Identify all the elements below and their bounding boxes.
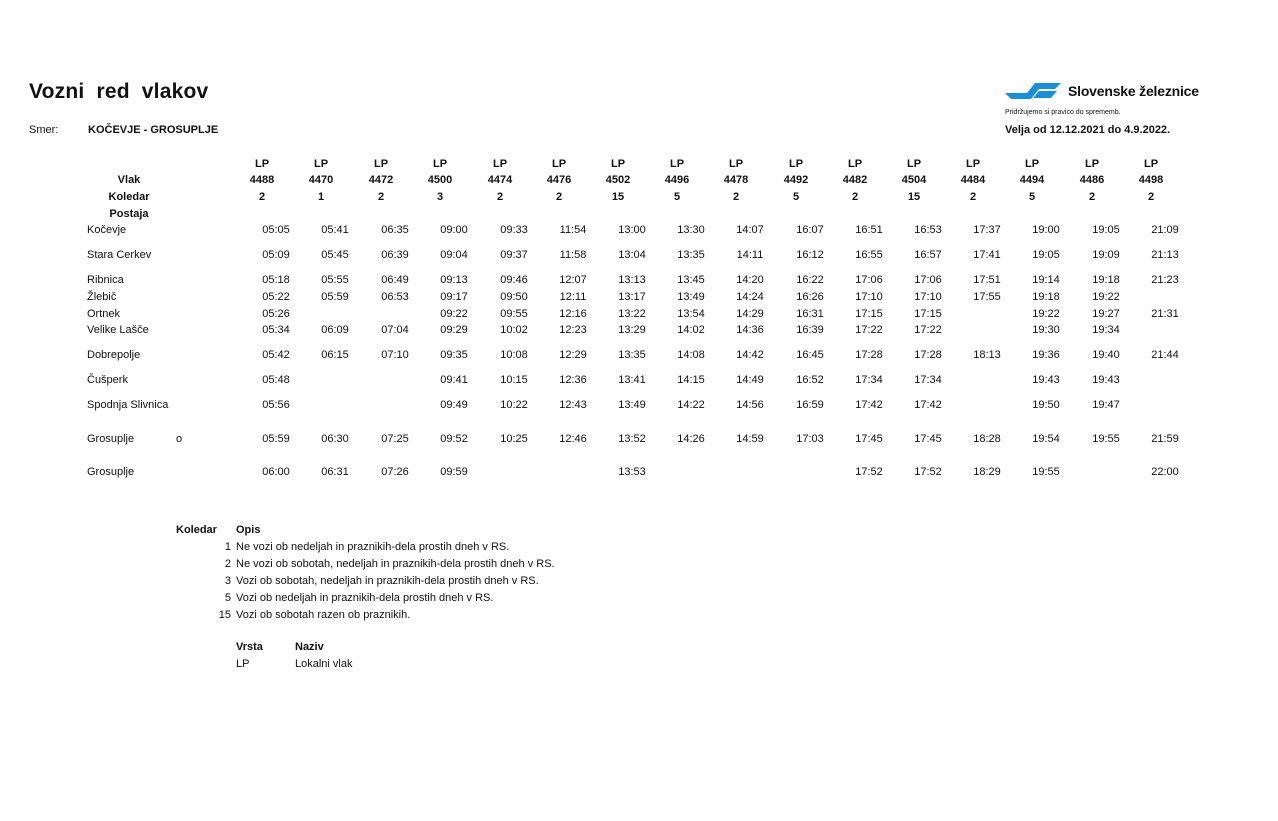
legend-code: 5 <box>224 592 231 604</box>
train-calendar: 2 <box>851 191 859 203</box>
time-cell: 19:50 <box>1032 399 1060 411</box>
time-cell: 12:29 <box>559 349 587 361</box>
time-cell: 10:25 <box>500 433 528 445</box>
legend-code: 2 <box>224 558 231 570</box>
time-cell: 12:46 <box>559 433 587 445</box>
time-cell: 19:22 <box>1032 308 1060 320</box>
time-cell: 13:49 <box>677 291 705 303</box>
train-calendar: 2 <box>1147 191 1155 203</box>
direction-label: Smer: <box>29 124 59 136</box>
station-name: Velike Lašče <box>87 324 149 336</box>
time-cell: 05:18 <box>262 274 290 286</box>
time-cell: 09:04 <box>440 249 468 261</box>
time-cell: 07:10 <box>381 349 409 361</box>
time-cell: 22:00 <box>1151 466 1179 478</box>
time-cell: 16:55 <box>855 249 883 261</box>
train-number: 4492 <box>783 174 809 186</box>
time-cell: 19:40 <box>1092 349 1120 361</box>
train-type: LP <box>906 158 922 170</box>
legend-naziv-header: Naziv <box>295 641 324 653</box>
time-cell: 16:22 <box>796 274 824 286</box>
train-calendar: 2 <box>732 191 740 203</box>
time-cell: 12:11 <box>559 291 587 303</box>
train-calendar: 1 <box>317 191 325 203</box>
time-cell: 05:09 <box>262 249 290 261</box>
time-cell: 05:22 <box>262 291 290 303</box>
time-cell: 09:37 <box>500 249 528 261</box>
time-cell: 17:15 <box>914 308 942 320</box>
time-cell: 21:09 <box>1151 224 1179 236</box>
legend-code: 3 <box>224 575 231 587</box>
row-label-postaja: Postaja <box>109 208 149 220</box>
time-cell: 16:52 <box>796 374 824 386</box>
row-label-koledar: Koledar <box>108 191 150 203</box>
train-calendar: 2 <box>555 191 563 203</box>
time-cell: 14:22 <box>677 399 705 411</box>
time-cell: 12:43 <box>559 399 587 411</box>
train-calendar: 5 <box>792 191 800 203</box>
time-cell: 05:56 <box>262 399 290 411</box>
time-cell: 19:09 <box>1092 249 1120 261</box>
station-name: Stara Cerkev <box>87 249 152 261</box>
time-cell: 17:52 <box>914 466 942 478</box>
time-cell: 09:13 <box>440 274 468 286</box>
time-cell: 17:42 <box>855 399 883 411</box>
time-cell: 05:42 <box>262 349 290 361</box>
time-cell: 17:22 <box>914 324 942 336</box>
time-cell: 17:34 <box>855 374 883 386</box>
time-cell: 17:10 <box>855 291 883 303</box>
time-cell: 07:25 <box>381 433 409 445</box>
time-cell: 12:16 <box>559 308 587 320</box>
time-cell: 16:07 <box>796 224 824 236</box>
train-type: LP <box>551 158 567 170</box>
time-cell: 14:36 <box>736 324 764 336</box>
time-cell: 19:43 <box>1092 374 1120 386</box>
time-cell: 06:00 <box>262 466 290 478</box>
time-cell: 14:59 <box>736 433 764 445</box>
legend-vrsta-header: Vrsta <box>236 641 263 653</box>
legend-code: 15 <box>218 609 231 621</box>
time-cell: 17:37 <box>973 224 1001 236</box>
time-cell: 21:31 <box>1151 308 1179 320</box>
time-cell: 13:22 <box>618 308 646 320</box>
time-cell: 07:04 <box>381 324 409 336</box>
time-cell: 10:02 <box>500 324 528 336</box>
time-cell: 10:08 <box>500 349 528 361</box>
time-cell: 17:28 <box>914 349 942 361</box>
time-cell: 17:52 <box>855 466 883 478</box>
time-cell: 13:29 <box>618 324 646 336</box>
station-name: Kočevje <box>87 224 127 236</box>
time-cell: 17:06 <box>855 274 883 286</box>
time-cell: 05:48 <box>262 374 290 386</box>
time-cell: 09:17 <box>440 291 468 303</box>
direction-value: KOČEVJE - GROSUPLJE <box>88 124 219 136</box>
time-cell: 19:22 <box>1092 291 1120 303</box>
time-cell: 05:05 <box>262 224 290 236</box>
time-cell: 13:13 <box>618 274 646 286</box>
train-type: LP <box>728 158 744 170</box>
time-cell: 19:55 <box>1032 466 1060 478</box>
time-cell: 12:07 <box>559 274 587 286</box>
time-cell: 17:15 <box>855 308 883 320</box>
time-cell: 17:03 <box>796 433 824 445</box>
time-cell: 16:12 <box>796 249 824 261</box>
time-cell: 17:45 <box>914 433 942 445</box>
legend-description: Vozi ob sobotah razen ob praznikih. <box>236 609 411 621</box>
time-cell: 13:49 <box>618 399 646 411</box>
train-type: LP <box>1084 158 1100 170</box>
station-mark: o <box>176 433 183 445</box>
time-cell: 18:13 <box>973 349 1001 361</box>
time-cell: 11:54 <box>559 224 587 236</box>
train-calendar: 15 <box>907 191 921 203</box>
time-cell: 18:29 <box>973 466 1001 478</box>
time-cell: 14:08 <box>677 349 705 361</box>
legend-description: Vozi ob nedeljah in praznikih-dela prostih dneh v RS. <box>236 592 494 604</box>
train-calendar: 2 <box>258 191 266 203</box>
time-cell: 19:18 <box>1092 274 1120 286</box>
brand-logo <box>1005 80 1199 102</box>
train-type: LP <box>1024 158 1040 170</box>
row-label-vlak: Vlak <box>117 174 141 186</box>
time-cell: 09:29 <box>440 324 468 336</box>
time-cell: 21:44 <box>1151 349 1179 361</box>
station-name: Grosuplje <box>87 466 135 478</box>
time-cell: 17:45 <box>855 433 883 445</box>
time-cell: 09:49 <box>440 399 468 411</box>
time-cell: 17:28 <box>855 349 883 361</box>
time-cell: 14:07 <box>736 224 764 236</box>
time-cell: 10:15 <box>500 374 528 386</box>
station-name: Dobrepolje <box>87 349 141 361</box>
train-number: 4486 <box>1079 174 1105 186</box>
time-cell: 14:15 <box>677 374 705 386</box>
legend-description: Ne vozi ob sobotah, nedeljah in praznikih-dela prostih dneh v RS. <box>236 558 555 570</box>
train-number: 4494 <box>1019 174 1045 186</box>
time-cell: 09:00 <box>440 224 468 236</box>
legend-description: Vozi ob sobotah, nedeljah in praznikih-dela prostih dneh v RS. <box>236 575 539 587</box>
train-type: LP <box>965 158 981 170</box>
train-number: 4496 <box>664 174 690 186</box>
train-type: LP <box>254 158 270 170</box>
train-type: LP <box>847 158 863 170</box>
time-cell: 16:59 <box>796 399 824 411</box>
time-cell: 14:11 <box>736 249 764 261</box>
train-number: 4504 <box>901 174 927 186</box>
train-calendar: 2 <box>969 191 977 203</box>
station-name: Čušperk <box>87 374 128 386</box>
time-cell: 13:00 <box>618 224 646 236</box>
train-type: LP <box>313 158 329 170</box>
time-cell: 14:02 <box>677 324 705 336</box>
legend-description: Ne vozi ob nedeljah in praznikih-dela prostih dneh v RS. <box>236 541 510 553</box>
time-cell: 19:05 <box>1092 224 1120 236</box>
type-code: LP <box>236 658 250 670</box>
time-cell: 21:13 <box>1151 249 1179 261</box>
time-cell: 16:31 <box>796 308 824 320</box>
sz-logo-icon <box>1005 80 1063 102</box>
time-cell: 19:30 <box>1032 324 1060 336</box>
time-cell: 12:36 <box>559 374 587 386</box>
time-cell: 09:46 <box>500 274 528 286</box>
time-cell: 09:33 <box>500 224 528 236</box>
time-cell: 05:59 <box>262 433 290 445</box>
time-cell: 06:09 <box>321 324 349 336</box>
legend-code: 1 <box>224 541 231 553</box>
time-cell: 19:27 <box>1092 308 1120 320</box>
train-calendar: 15 <box>611 191 625 203</box>
time-cell: 13:35 <box>677 249 705 261</box>
train-calendar: 2 <box>496 191 504 203</box>
train-number: 4498 <box>1138 174 1164 186</box>
time-cell: 13:54 <box>677 308 705 320</box>
time-cell: 07:26 <box>381 466 409 478</box>
time-cell: 19:55 <box>1092 433 1120 445</box>
time-cell: 18:28 <box>973 433 1001 445</box>
time-cell: 13:04 <box>618 249 646 261</box>
disclaimer-note: Pridržujemo si pravico do sprememb. <box>1005 109 1121 116</box>
time-cell: 19:05 <box>1032 249 1060 261</box>
train-type: LP <box>669 158 685 170</box>
time-cell: 06:53 <box>381 291 409 303</box>
time-cell: 05:59 <box>321 291 349 303</box>
time-cell: 17:06 <box>914 274 942 286</box>
time-cell: 16:26 <box>796 291 824 303</box>
time-cell: 09:52 <box>440 433 468 445</box>
legend-koledar-header: Koledar <box>176 524 217 536</box>
brand-name: Slovenske železnice <box>1068 83 1199 99</box>
time-cell: 17:34 <box>914 374 942 386</box>
time-cell: 14:26 <box>677 433 705 445</box>
time-cell: 09:41 <box>440 374 468 386</box>
time-cell: 11:58 <box>559 249 587 261</box>
station-name: Žlebič <box>87 291 117 303</box>
time-cell: 19:00 <box>1032 224 1060 236</box>
time-cell: 10:22 <box>500 399 528 411</box>
time-cell: 09:35 <box>440 349 468 361</box>
time-cell: 13:30 <box>677 224 705 236</box>
time-cell: 17:51 <box>973 274 1001 286</box>
train-type: LP <box>1143 158 1159 170</box>
time-cell: 21:59 <box>1151 433 1179 445</box>
time-cell: 16:45 <box>796 349 824 361</box>
train-calendar: 2 <box>1088 191 1096 203</box>
page-title: Vozni red vlakov <box>29 80 209 103</box>
time-cell: 17:41 <box>973 249 1001 261</box>
type-name: Lokalni vlak <box>295 658 353 670</box>
time-cell: 09:59 <box>440 466 468 478</box>
time-cell: 14:20 <box>736 274 764 286</box>
time-cell: 19:47 <box>1092 399 1120 411</box>
train-number: 4472 <box>368 174 394 186</box>
train-type: LP <box>373 158 389 170</box>
validity-period: Velja od 12.12.2021 do 4.9.2022. <box>1005 124 1171 136</box>
legend-opis-header: Opis <box>236 524 261 536</box>
time-cell: 19:54 <box>1032 433 1060 445</box>
time-cell: 09:55 <box>500 308 528 320</box>
train-number: 4478 <box>723 174 749 186</box>
time-cell: 09:50 <box>500 291 528 303</box>
time-cell: 19:43 <box>1032 374 1060 386</box>
time-cell: 19:36 <box>1032 349 1060 361</box>
train-number: 4470 <box>308 174 334 186</box>
train-type: LP <box>492 158 508 170</box>
time-cell: 05:26 <box>262 308 290 320</box>
time-cell: 14:29 <box>736 308 764 320</box>
time-cell: 16:53 <box>914 224 942 236</box>
time-cell: 14:24 <box>736 291 764 303</box>
time-cell: 05:45 <box>321 249 349 261</box>
train-number: 4474 <box>487 174 513 186</box>
time-cell: 05:34 <box>262 324 290 336</box>
time-cell: 16:51 <box>855 224 883 236</box>
train-number: 4488 <box>249 174 275 186</box>
train-number: 4502 <box>605 174 631 186</box>
time-cell: 06:35 <box>381 224 409 236</box>
time-cell: 05:41 <box>321 224 349 236</box>
station-name: Ortnek <box>87 308 121 320</box>
time-cell: 17:55 <box>973 291 1001 303</box>
time-cell: 21:23 <box>1151 274 1179 286</box>
time-cell: 13:52 <box>618 433 646 445</box>
time-cell: 16:57 <box>914 249 942 261</box>
train-number: 4500 <box>427 174 453 186</box>
station-name: Spodnja Slivnica <box>87 399 169 411</box>
time-cell: 14:56 <box>736 399 764 411</box>
time-cell: 13:41 <box>618 374 646 386</box>
time-cell: 19:18 <box>1032 291 1060 303</box>
time-cell: 06:49 <box>381 274 409 286</box>
train-number: 4476 <box>546 174 572 186</box>
time-cell: 13:53 <box>618 466 646 478</box>
time-cell: 19:14 <box>1032 274 1060 286</box>
train-number: 4484 <box>960 174 986 186</box>
train-calendar: 5 <box>1028 191 1036 203</box>
train-number: 4482 <box>842 174 868 186</box>
time-cell: 09:22 <box>440 308 468 320</box>
time-cell: 14:49 <box>736 374 764 386</box>
time-cell: 12:23 <box>559 324 587 336</box>
train-type: LP <box>788 158 804 170</box>
time-cell: 06:39 <box>381 249 409 261</box>
time-cell: 05:55 <box>321 274 349 286</box>
train-calendar: 3 <box>436 191 444 203</box>
train-type: LP <box>432 158 448 170</box>
time-cell: 13:45 <box>677 274 705 286</box>
time-cell: 06:15 <box>321 349 349 361</box>
time-cell: 14:42 <box>736 349 764 361</box>
time-cell: 17:22 <box>855 324 883 336</box>
train-type: LP <box>610 158 626 170</box>
time-cell: 13:17 <box>618 291 646 303</box>
train-calendar: 2 <box>377 191 385 203</box>
time-cell: 17:10 <box>914 291 942 303</box>
time-cell: 19:34 <box>1092 324 1120 336</box>
time-cell: 13:35 <box>618 349 646 361</box>
time-cell: 16:39 <box>796 324 824 336</box>
time-cell: 17:42 <box>914 399 942 411</box>
time-cell: 06:31 <box>321 466 349 478</box>
station-name: Grosuplje <box>87 433 135 445</box>
time-cell: 06:30 <box>321 433 349 445</box>
train-calendar: 5 <box>673 191 681 203</box>
station-name: Ribnica <box>87 274 124 286</box>
